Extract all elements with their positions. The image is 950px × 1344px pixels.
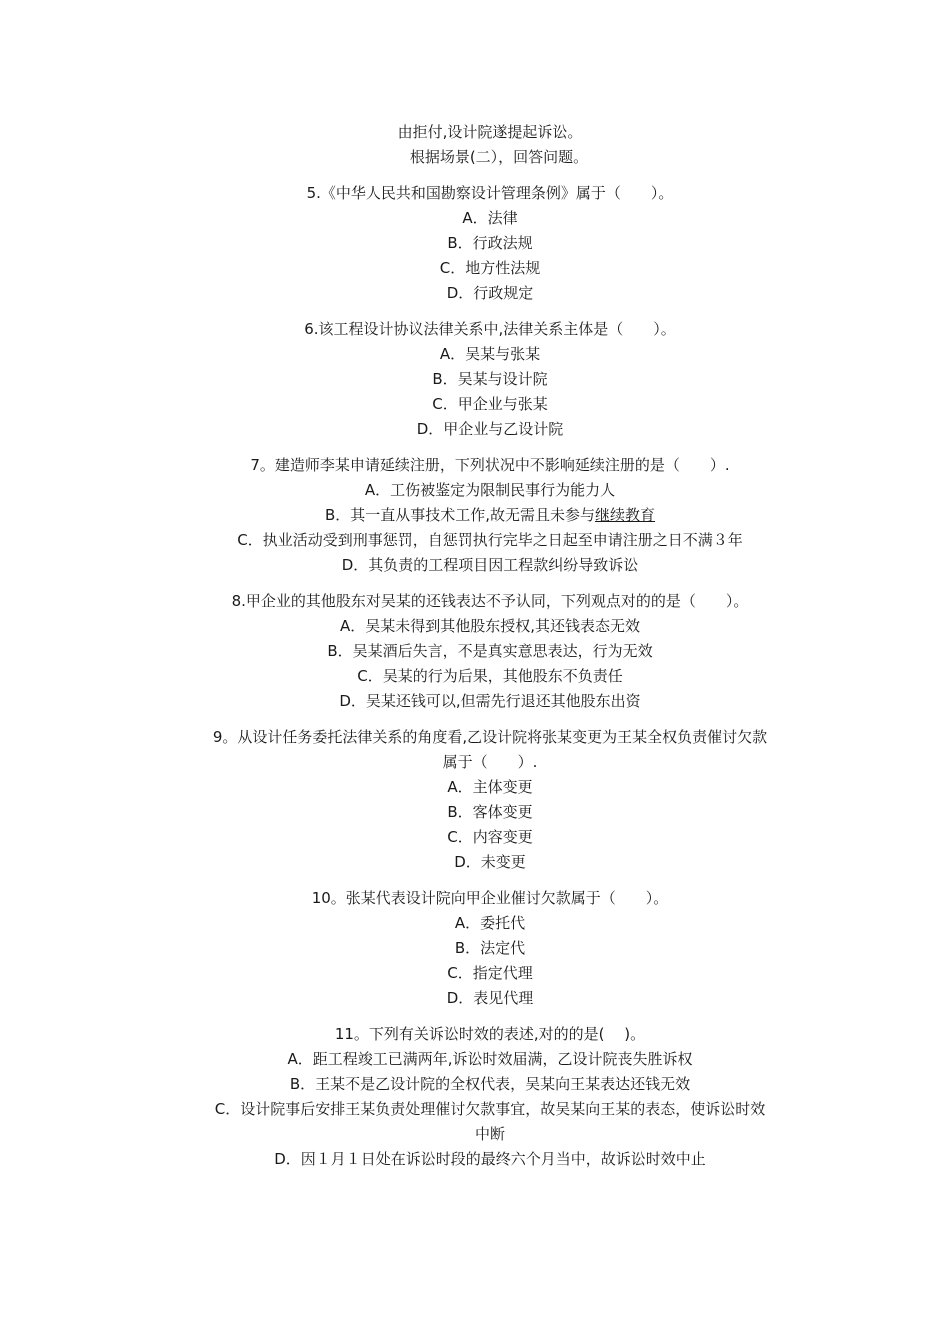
- option: B．吴某与设计院: [432, 370, 548, 388]
- question-stem: 11。下列有关诉讼时效的表述,对的的是( )。: [334, 1025, 646, 1043]
- document-page: [180, 120, 800, 1172]
- question-11: [180, 1022, 800, 1172]
- question-stem: 10。张某代表设计院向甲企业催讨欠款属于（ ）。: [311, 889, 669, 907]
- question-10: [180, 886, 800, 1011]
- option: A．吴某未得到其他股东授权,其还钱表态无效: [339, 617, 641, 635]
- option: A．工伤被鉴定为限制民事行为能力人: [364, 481, 616, 499]
- question-stem: 7。建造师李某申请延续注册，下列状况中不影响延续注册的是（ ）.: [250, 456, 730, 474]
- question-6: [180, 317, 800, 442]
- option: C．甲企业与张某: [432, 395, 548, 413]
- option: B．客体变更: [447, 803, 533, 821]
- question-stem: 8.甲企业的其他股东对吴某的还钱表达不予认同，下列观点对的的是（ ）。: [231, 592, 749, 610]
- option: D．未变更: [454, 853, 526, 871]
- option: D．甲企业与乙设计院: [416, 420, 564, 438]
- question-stem: 6.该工程设计协议法律关系中,法律关系主体是（ ）。: [304, 320, 676, 338]
- question-7: [180, 453, 800, 578]
- option: D．其负责的工程项目因工程款纠纷导致诉讼: [341, 556, 639, 574]
- option: B．吴某酒后失言，不是真实意思表达，行为无效: [327, 642, 653, 660]
- question-stem-cont: 属于（ ）.: [442, 753, 538, 771]
- option: A．委托代: [454, 914, 526, 932]
- intro-line: 根据场景(二），回答问题。: [409, 148, 589, 166]
- option: B．法定代: [454, 939, 526, 957]
- option: C．指定代理: [447, 964, 533, 982]
- option: A．法律: [462, 209, 518, 227]
- option-cont: 中断: [474, 1125, 505, 1143]
- option-with-underline: [180, 503, 800, 528]
- option: D．行政规定: [446, 284, 534, 302]
- option-text: B．其一直从事技术工作,故无需且未参与: [324, 506, 596, 524]
- question-8: [180, 589, 800, 714]
- question-stem: 9。从设计任务委托法律关系的角度看,乙设计院将张某变更为王某全权负责催讨欠款: [212, 728, 768, 746]
- question-stem: 5.《中华人民共和国勘察设计管理条例》属于（ ）。: [306, 184, 674, 202]
- option: C．内容变更: [447, 828, 533, 846]
- intro-line: 由拒付,设计院遂提起诉讼。: [397, 123, 583, 141]
- option: B．行政法规: [447, 234, 533, 252]
- option: A．吴某与张某: [439, 345, 541, 363]
- question-5: [180, 181, 800, 306]
- option: C．设计院事后安排王某负责处理催讨欠款事宜，故吴某向王某的表态，使诉讼时效: [214, 1100, 766, 1118]
- option: D．吴某还钱可以,但需先行退还其他股东出资: [339, 692, 641, 710]
- question-9: [180, 725, 800, 875]
- option: A．主体变更: [447, 778, 533, 796]
- option: D．因１月１日处在诉讼时段的最终六个月当中，故诉讼时效中止: [274, 1150, 706, 1168]
- option: B．王某不是乙设计院的全权代表，吴某向王某表达还钱无效: [289, 1075, 691, 1093]
- option: C．吴某的行为后果，其他股东不负责任: [357, 667, 623, 685]
- option: C．地方性法规: [439, 259, 541, 277]
- underlined-term: 继续教育: [595, 506, 656, 524]
- option: C．执业活动受到刑事惩罚，自惩罚执行完毕之日起至申请注册之日不满３年: [237, 531, 743, 549]
- option: A．距工程竣工已满两年,诉讼时效届满，乙设计院丧失胜诉权: [287, 1050, 693, 1068]
- option: D．表见代理: [446, 989, 534, 1007]
